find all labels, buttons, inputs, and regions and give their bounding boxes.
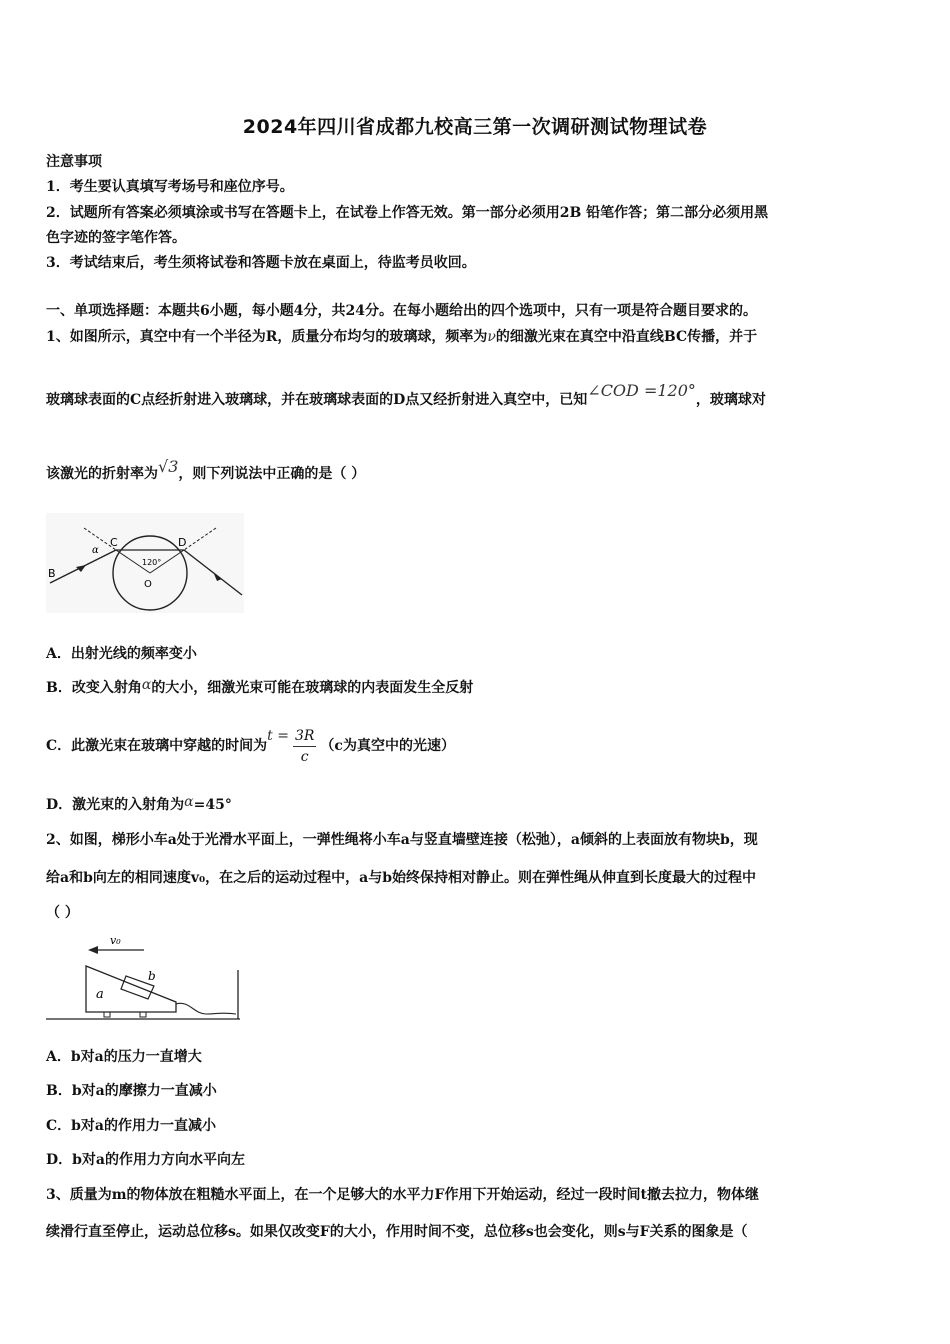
glass-sphere-figure <box>46 513 244 613</box>
wheel <box>140 1012 146 1017</box>
question-3-line-1: 3、质量为m的物体放在粗糙水平面上，在一个足够大的水平力F作用下开始运动，经过一段时间t撤去拉力，物体继 <box>46 1187 759 1203</box>
label-angle: 120° <box>142 558 162 567</box>
notice-heading: 注意事项 <box>46 154 102 170</box>
sqrt-formula: √3 <box>158 457 179 476</box>
question-1-line-3 <box>46 457 366 484</box>
section-heading: 一、单项选择题：本题共6小题，每小题4分，共24分。在每小题给出的四个选项中，只有一项是符合题目要求的。 <box>46 303 757 319</box>
q1-text: 该激光的折射率为 <box>46 466 158 482</box>
question-1-line-2 <box>46 381 766 410</box>
t-symbol: t = <box>267 728 289 744</box>
label-b: b <box>148 969 156 983</box>
option-a: A．出射光线的频率变小 <box>46 646 197 662</box>
question-1-line-1 <box>46 327 757 347</box>
option-text: C．此激光束在玻璃中穿越的时间为 <box>46 738 268 754</box>
notice-item: 3．考试结束后，考生须将试卷和答题卡放在桌面上，待监考员收回。 <box>46 255 476 271</box>
question-3-line-2: 续滑行直至停止，运动总位移s。如果仅改变F的大小，作用时间不变，总位移s也会变化，则s与F关系的图象是（ <box>46 1224 748 1240</box>
label-alpha: α <box>92 545 99 556</box>
notice-item: 色字迹的签字笔作答。 <box>46 230 186 246</box>
option-c: C．b对a的作用力一直减小 <box>46 1118 217 1134</box>
question-2-line-2: 给a和b向左的相同速度v₀，在之后的运动过程中，a与b始终保持相对静止。则在弹性绳从伸直到长度最大的过程中 <box>46 870 756 886</box>
fraction-numerator: 3R <box>293 726 316 747</box>
q1-text: 的细激光束在真空中沿直线BC传播，并于 <box>495 329 758 345</box>
label-a: a <box>96 987 104 1002</box>
option-b <box>46 678 473 698</box>
q1-text: ，玻璃球对 <box>695 392 766 408</box>
fraction-denominator: c <box>300 748 309 765</box>
option-text: B．改变入射角 <box>46 680 142 696</box>
q1-text: ，则下列说法中正确的是（ ） <box>178 466 366 482</box>
option-d: D．b对a的作用力方向水平向左 <box>46 1152 246 1168</box>
time-fraction <box>293 726 316 767</box>
label-v0: v₀ <box>110 934 121 947</box>
question-2-line-3: （ ） <box>46 905 79 921</box>
angle-formula: ∠COD =120° <box>587 381 696 400</box>
notice-item: 1．考生要认真填写考场号和座位序号。 <box>46 179 294 195</box>
option-c <box>46 720 455 772</box>
label-O: O <box>144 579 152 590</box>
cart-figure <box>44 930 246 1026</box>
nu-symbol: ν <box>487 329 496 345</box>
page-title: 2024年四川省成都九校高三第一次调研测试物理试卷 <box>242 116 708 138</box>
option-b: B．b对a的摩擦力一直减小 <box>46 1083 217 1099</box>
label-D: D <box>178 536 187 549</box>
option-text: =45° <box>193 797 232 813</box>
alpha-symbol: α <box>184 794 194 810</box>
q1-text: 玻璃球表面的C点经折射进入玻璃球，并在玻璃球表面的D点又经折射进入真空中，已知 <box>46 392 588 408</box>
option-text: （c为真空中的光速） <box>320 738 455 754</box>
wheel <box>104 1012 110 1017</box>
question-2-line-1: 2、如图，梯形小车a处于光滑水平面上，一弹性绳将小车a与竖直墙壁连接（松弛），a倾斜的上表面放有物块b，现 <box>46 832 758 848</box>
option-text: 的大小，细激光束可能在玻璃球的内表面发生全反射 <box>151 680 474 696</box>
label-C: C <box>110 536 118 549</box>
option-d <box>46 795 232 815</box>
option-a: A．b对a的压力一直增大 <box>46 1049 202 1065</box>
notice-item: 2．试题所有答案必须填涂或书写在答题卡上，在试卷上作答无效。第一部分必须用2B 铅笔作答；第二部分必须用黑 <box>46 205 769 221</box>
q1-text: 1、如图所示，真空中有一个半径为R，质量分布均匀的玻璃球，频率为 <box>46 329 488 345</box>
label-B: B <box>48 567 56 580</box>
option-text: D．激光束的入射角为 <box>46 797 185 813</box>
elastic-rope <box>176 1003 236 1014</box>
alpha-symbol: α <box>141 677 152 693</box>
